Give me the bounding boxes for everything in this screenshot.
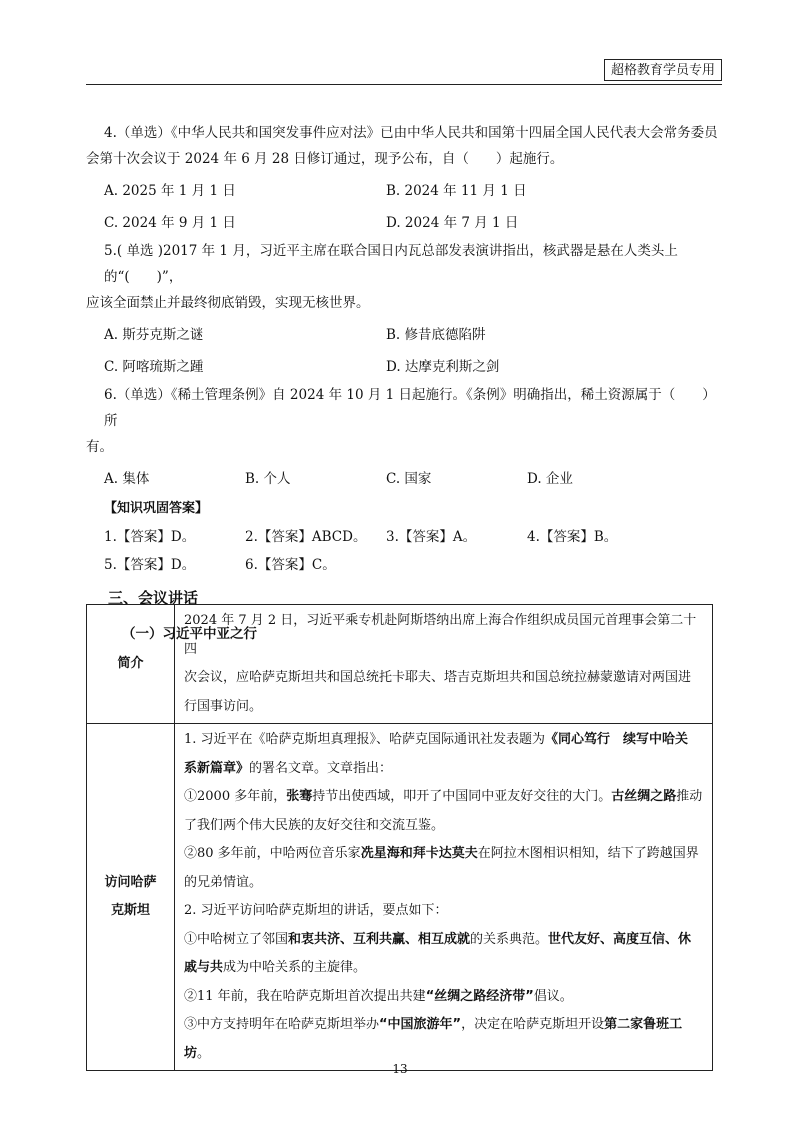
- text: 。: [197, 1045, 211, 1061]
- option-row: [86, 178, 722, 204]
- answer-6: 6.【答案】C。: [245, 557, 336, 573]
- intro-cell: [175, 605, 713, 724]
- text: 的兄弟情谊。: [184, 874, 263, 890]
- text: 了我们两个伟大民族的友好交往和交流互鉴。: [184, 817, 445, 833]
- header-divider: [86, 84, 722, 85]
- answer-1: 1.【答案】D。: [104, 529, 196, 545]
- section-title: 三、会议讲话: [108, 589, 199, 607]
- option-a: A. 2025 年 1 月 1 日: [104, 183, 236, 199]
- question-6: [86, 382, 722, 492]
- answers-row: [86, 552, 722, 578]
- page-content: [86, 120, 722, 648]
- option-row: [86, 466, 722, 492]
- answer-5: 5.【答案】D。: [104, 557, 196, 573]
- page-number: 13: [392, 1062, 408, 1076]
- visit-paragraph: [184, 926, 704, 955]
- text: ①2000 多年前，: [184, 789, 287, 804]
- text: 在阿拉木图相识相知，结下了跨越国界: [477, 846, 699, 861]
- option-b: B. 2024 年 11 月 1 日: [386, 183, 527, 199]
- question-line: 应该全面禁止并最终彻底销毁，实现无核世界。: [86, 295, 370, 311]
- text: 的署名文章。文章指出：: [249, 760, 393, 776]
- option-a: A. 斯芬克斯之谜: [104, 327, 204, 343]
- header-badge: 超格教育学员专用: [604, 59, 722, 81]
- option-d: D. 达摩克利斯之剑: [386, 359, 500, 375]
- question-line: 4.（单选）《中华人民共和国突发事件应对法》已由中华人民共和国第十四届全国人民代表大会常务委员: [104, 125, 718, 141]
- option-c: C. 2024 年 9 月 1 日: [104, 215, 236, 231]
- option-row: [86, 354, 722, 380]
- text: 倡议。: [533, 988, 573, 1004]
- question-4: [86, 120, 722, 236]
- intro-label: 简介: [87, 605, 175, 724]
- option-row: [86, 210, 722, 236]
- bold-text: 系新篇章》: [184, 760, 250, 776]
- visit-paragraph: [184, 726, 704, 755]
- text: 1. 习近平在《哈萨克斯坦真理报》、哈萨克国际通讯社发表题为: [184, 732, 546, 747]
- table-row: [87, 724, 713, 1071]
- bold-text: 世代友好、高度互信、休: [548, 931, 692, 947]
- bold-text: 第二家鲁班工: [604, 1017, 683, 1032]
- answer-3: 3.【答案】A。: [386, 529, 477, 545]
- option-row: [86, 322, 722, 348]
- bold-text: 张骞: [286, 789, 313, 804]
- intro-line: 行国事访问。: [184, 698, 263, 714]
- subsection-title: （一）习近平中亚之行: [122, 626, 257, 642]
- option-d: D. 企业: [527, 471, 573, 487]
- option-c: C. 国家: [386, 471, 432, 487]
- answers-row: [86, 524, 722, 550]
- visit-paragraph: [184, 954, 704, 983]
- bold-text: 坊: [184, 1045, 198, 1061]
- bold-text: 和衷共济、互利共赢、相互成就: [288, 931, 471, 947]
- visit-label-line: 访问哈萨: [104, 875, 157, 890]
- answer-4: 4.【答案】B。: [527, 529, 618, 545]
- question-line: 会第十次会议于 2024 年 6 月 28 日修订通过，现予公布，自（ ）起施行。: [86, 151, 564, 167]
- option-d: D. 2024 年 7 月 1 日: [386, 215, 519, 231]
- text: ②80 多年前，中哈两位音乐家: [184, 846, 361, 861]
- visit-paragraph: [184, 812, 704, 841]
- bold-text: 《同心笃行 续写中哈关: [545, 732, 689, 747]
- option-b: B. 个人: [245, 471, 291, 487]
- visit-paragraph: [184, 755, 704, 784]
- intro-line: 次会议，应哈萨克斯坦共和国总统托卡耶夫、塔吉克斯坦共和国总统拉赫蒙邀请对两国进: [184, 670, 692, 685]
- bold-text: “中国旅游年”: [379, 1017, 462, 1032]
- bold-text: “丝绸之路经济带”: [425, 988, 534, 1004]
- option-a: A. 集体: [104, 471, 150, 487]
- question-5: [86, 238, 722, 380]
- option-c: C. 阿喀琉斯之踵: [104, 359, 204, 375]
- text: ，决定在哈萨克斯坦开设: [461, 1017, 605, 1032]
- visit-label: [87, 724, 175, 1071]
- question-line: 6.（单选）《稀土管理条例》自 2024 年 10 月 1 日起施行。《条例》明确指出，稀土资源属于（ ）所: [104, 387, 716, 429]
- answer-2: 2.【答案】ABCD。: [245, 529, 367, 545]
- visit-paragraph: [184, 983, 704, 1012]
- visit-paragraph: [184, 783, 704, 812]
- visit-paragraph: [184, 1011, 704, 1040]
- bold-text: 古丝绸之路: [611, 789, 677, 804]
- visit-label-line: 克斯坦: [110, 903, 150, 918]
- option-b: B. 修昔底德陷阱: [386, 327, 486, 343]
- answers-title: 【知识巩固答案】: [104, 501, 209, 516]
- visit-paragraph: 2. 习近平访问哈萨克斯坦的讲话，要点如下：: [184, 903, 448, 918]
- text: 持节出使西域，叩开了中国同中亚友好交往的大门。: [312, 789, 612, 804]
- visit-cell: [175, 724, 713, 1071]
- text: ①中哈树立了邻国: [184, 931, 289, 947]
- visit-paragraph: [184, 869, 704, 898]
- info-table: [86, 604, 713, 1071]
- intro-line: 2024 年 7 月 2 日，习近平乘专机赴阿斯塔纳出席上海合作组织成员国元首理事会第二十四: [184, 613, 697, 657]
- visit-paragraph: [184, 840, 704, 869]
- question-line: 有。: [86, 439, 113, 455]
- bold-text: 冼星海和拜卡达莫夫: [360, 846, 478, 861]
- bold-text: 戚与共: [184, 960, 224, 975]
- text: 的关系典范。: [470, 931, 549, 947]
- text: 成为中哈关系的主旋律。: [223, 960, 367, 975]
- text: 推动: [676, 789, 703, 804]
- table-row: [87, 605, 713, 724]
- text: ③中方支持明年在哈萨克斯坦举办: [184, 1017, 380, 1032]
- text: ②11 年前，我在哈萨克斯坦首次提出共建: [184, 988, 426, 1004]
- question-line: 5.( 单选 )2017 年 1 月，习近平主席在联合国日内瓦总部发表演讲指出，核武器是悬在人类头上的“( )”，: [104, 243, 678, 285]
